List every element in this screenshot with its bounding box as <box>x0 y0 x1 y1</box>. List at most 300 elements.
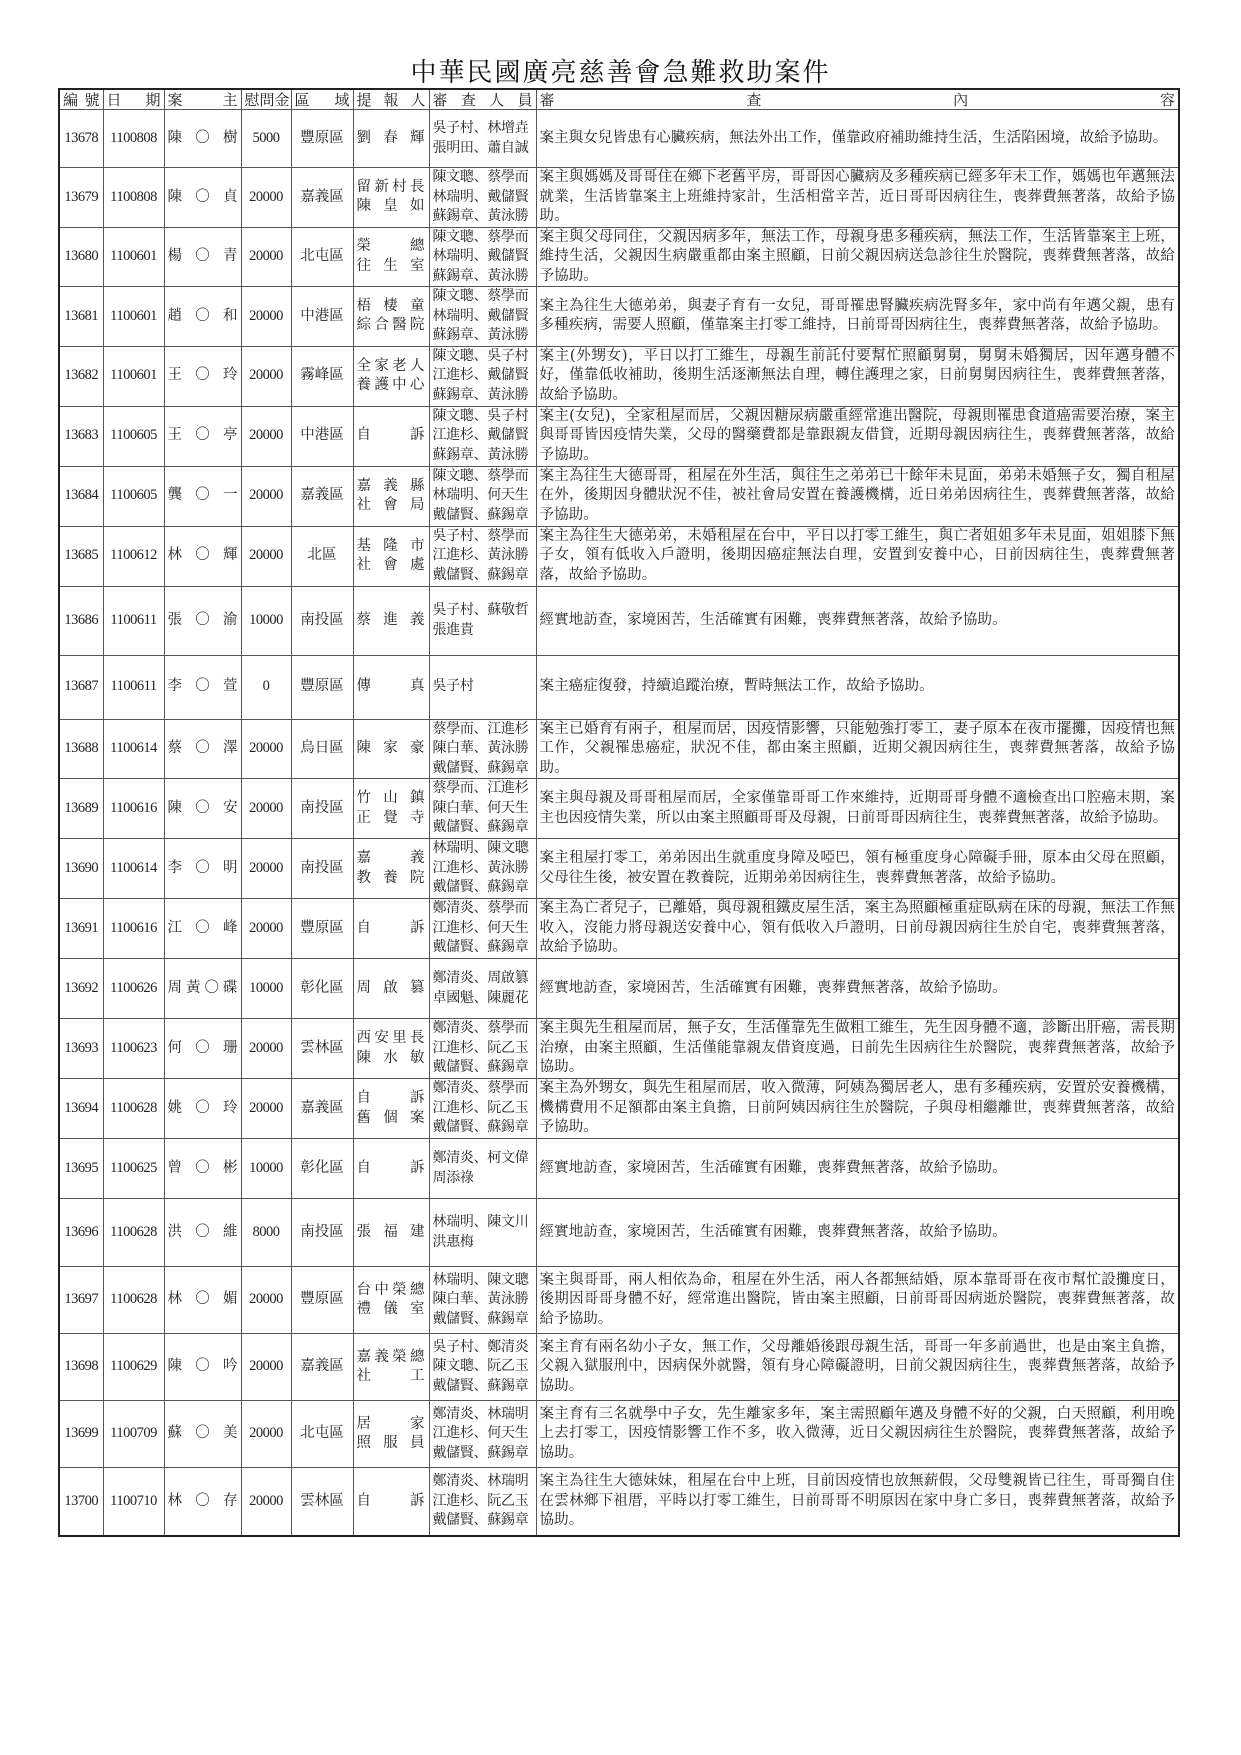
reviewer-line: 戴儲賢、蘇錫章 <box>432 1119 529 1136</box>
case-date: 1100612 <box>103 526 164 586</box>
reporter <box>353 1267 429 1334</box>
reviewer-line: 江進杉、何天生 <box>432 1425 529 1442</box>
case-id: 13691 <box>59 899 103 959</box>
reporter <box>353 586 429 655</box>
review-content: 案主為往生大德哥哥，租屋在外生活，與往生之弟弟已十餘年未見面，弟弟未婚無子女，獨自租屋在外，後期因身體狀況不佳，被社會局安置在養護機構，近日弟弟因病往生，喪葬費無著落，故給予協助。 <box>536 466 1179 526</box>
reviewers <box>429 1468 536 1536</box>
table-row <box>59 466 1179 526</box>
applicant-name: 周黃〇碟 <box>164 959 241 1019</box>
reporter-line: 蔡進義 <box>356 611 426 628</box>
reviewer-line: 陳文聰、蔡學而 <box>432 467 529 484</box>
reporter <box>353 346 429 406</box>
area: 中港區 <box>291 406 353 466</box>
reviewers <box>429 959 536 1019</box>
reviewer-line: 蘇錫章、黃泳勝 <box>432 267 529 284</box>
reviewer-line: 江進杉、何天生 <box>432 919 529 936</box>
case-id: 13683 <box>59 406 103 466</box>
applicant-name: 林〇媚 <box>164 1267 241 1334</box>
area: 豐原區 <box>291 1267 353 1334</box>
case-date: 1100601 <box>103 287 164 347</box>
area: 中港區 <box>291 287 353 347</box>
applicant-name: 陳〇安 <box>164 779 241 839</box>
reviewer-line: 吳子村、林增垚 <box>432 120 529 136</box>
reviewer-line: 陳白華、黃泳勝 <box>432 1291 529 1308</box>
reviewer-line: 吳子村、鄭清炎 <box>432 1338 529 1355</box>
reporter-line: 陳水敏 <box>356 1049 426 1066</box>
applicant-name: 李〇明 <box>164 839 241 899</box>
reviewer-line: 鄭清炎、林瑞明 <box>432 1473 529 1489</box>
table-row <box>59 287 1179 347</box>
reporter <box>353 466 429 526</box>
reporter-line: 基隆市 <box>356 537 426 554</box>
applicant-name: 江〇峰 <box>164 899 241 959</box>
reviewer-line: 吳子村、蔡學而 <box>432 527 529 544</box>
reporter-line: 留新村長 <box>356 178 426 195</box>
relief-amount: 20000 <box>241 899 291 959</box>
reporter <box>353 1139 429 1199</box>
reporter <box>353 719 429 779</box>
case-date: 1100709 <box>103 1401 164 1468</box>
relief-amount: 20000 <box>241 346 291 406</box>
reviewer-line: 林瑞明、戴儲賢 <box>432 188 529 205</box>
review-content: 案主與母親及哥哥租屋而居，全家僅靠哥哥工作來維持，近期哥哥身體不適檢查出口腔癌末期，案主也因疫情失業，所以由案主照顧哥哥及母親，日前哥哥因病往生，喪葬費無著落，故給予協助。 <box>536 779 1179 839</box>
reporter-line: 舊個案 <box>356 1109 426 1126</box>
reporter-line: 自 訴 <box>356 1090 426 1106</box>
reporter-line: 社 工 <box>356 1368 426 1384</box>
area: 烏日區 <box>291 719 353 779</box>
reviewers <box>429 899 536 959</box>
reviewer-line: 江進杉、阮乙玉 <box>432 1099 529 1116</box>
reviewers <box>429 839 536 899</box>
review-content: 案主與哥哥，兩人相依為命，租屋在外生活，兩人各都無結婚，原本靠哥哥在夜市幫忙設攤度日，後期因哥哥身體不好，經常進出醫院，皆由案主照顧，日前哥哥因病逝於醫院，喪葬費無著落，故給予協助。 <box>536 1267 1179 1334</box>
case-id: 13685 <box>59 526 103 586</box>
case-date: 1100629 <box>103 1334 164 1401</box>
relief-amount: 10000 <box>241 1139 291 1199</box>
reviewer-line: 鄭清炎、柯文偉 <box>432 1150 529 1166</box>
table-row <box>59 655 1179 719</box>
relief-amount: 20000 <box>241 526 291 586</box>
reviewer-line: 吳子村、蘇敬哲 <box>432 602 529 618</box>
review-content: 案主育有兩名幼小子女，無工作，父母離婚後跟母親生活，哥哥一年多前過世，也是由案主負擔，父親入獄服刑中，因病保外就醫，領有身心障礙證明，日前父親因病往生，喪葬費無著落，故給予協助。 <box>536 1334 1179 1401</box>
area: 霧峰區 <box>291 346 353 406</box>
reporter-line: 養護中心 <box>356 377 426 393</box>
reporter <box>353 1019 429 1079</box>
reviewer-line: 江進杉、戴儲賢 <box>432 367 529 384</box>
case-date: 1100628 <box>103 1267 164 1334</box>
reviewer-line: 蘇錫章、黃泳勝 <box>432 386 529 403</box>
case-id: 13687 <box>59 655 103 719</box>
reporter <box>353 1468 429 1536</box>
area: 南投區 <box>291 586 353 655</box>
review-content: 案主癌症復發，持續追蹤治療，暫時無法工作，故給予協助。 <box>536 655 1179 719</box>
reviewer-line: 鄭清炎、林瑞明 <box>432 1405 529 1422</box>
reviewer-line: 周添祿 <box>432 1169 474 1186</box>
review-content: 案主育有三名就學中子女，先生離家多年，案主需照顧年邁及身體不好的父親，白天照顧，利用晚上去打零工，因疫情影響工作不多，收入微薄，近日父親因病往生於醫院，喪葬費無著落，故給予協助。 <box>536 1401 1179 1468</box>
case-id: 13693 <box>59 1019 103 1079</box>
reviewer-line: 戴儲賢、蘇錫章 <box>432 1444 529 1461</box>
table-row <box>59 586 1179 655</box>
reporter <box>353 287 429 347</box>
relief-amount: 20000 <box>241 466 291 526</box>
reporter-line: 周啟篡 <box>356 979 426 996</box>
area: 豐原區 <box>291 899 353 959</box>
reviewer-line: 洪惠梅 <box>432 1233 474 1250</box>
reviewers <box>429 346 536 406</box>
relief-amount: 20000 <box>241 1079 291 1139</box>
case-id: 13679 <box>59 168 103 228</box>
relief-amount: 20000 <box>241 779 291 839</box>
reviewer-line: 戴儲賢、蘇錫章 <box>432 506 529 523</box>
review-content: 案主與先生租屋而居，無子女，生活僅靠先生做粗工維生，先生因身體不適，診斷出肝癌，需長期治療，由案主照顧，生活僅能靠親友借資度過，日前先生因病往生於醫院，喪葬費無著落，故給予協助。 <box>536 1019 1179 1079</box>
reviewer-line: 蘇錫章、黃泳勝 <box>432 327 529 343</box>
case-id: 13686 <box>59 586 103 655</box>
column-header-reporter: 提報人 <box>353 89 429 110</box>
reporter-line: 西安里長 <box>356 1030 426 1046</box>
reporter <box>353 168 429 228</box>
reviewer-line: 戴儲賢、蘇錫章 <box>432 939 529 956</box>
area: 彰化區 <box>291 959 353 1019</box>
reporter <box>353 227 429 287</box>
reviewer-line: 陳文聰、吳子村 <box>432 347 529 364</box>
area: 豐原區 <box>291 655 353 719</box>
case-date: 1100616 <box>103 899 164 959</box>
case-id: 13696 <box>59 1199 103 1267</box>
reporter-line: 梧棲童 <box>356 297 426 314</box>
column-header-applicant: 案 主 <box>164 89 241 110</box>
table-row <box>59 899 1179 959</box>
reviewer-line: 戴儲賢、蘇錫章 <box>432 1059 529 1076</box>
reporter-line: 張福建 <box>356 1223 426 1240</box>
case-date: 1100601 <box>103 346 164 406</box>
reporter <box>353 899 429 959</box>
reviewers <box>429 719 536 779</box>
relief-amount: 20000 <box>241 719 291 779</box>
reviewers <box>429 526 536 586</box>
reviewers <box>429 1139 536 1199</box>
table-row <box>59 1267 1179 1334</box>
relief-amount: 5000 <box>241 110 291 168</box>
case-id: 13698 <box>59 1334 103 1401</box>
reporter <box>353 1079 429 1139</box>
reporter-line: 劉春輝 <box>356 129 426 146</box>
case-id: 13681 <box>59 287 103 347</box>
reviewer-line: 蔡學而、江進杉 <box>432 780 529 797</box>
case-id: 13699 <box>59 1401 103 1468</box>
relief-amount: 20000 <box>241 1468 291 1536</box>
review-content: 經實地訪查，家境困苦，生活確實有困難，喪葬費無著落，故給予協助。 <box>536 1199 1179 1267</box>
reviewer-line: 江進杉、黃泳勝 <box>432 859 529 876</box>
case-date: 1100808 <box>103 168 164 228</box>
review-content: 案主為往生大德妹妹，租屋在台中上班，目前因疫情也放無薪假，父母雙親皆已往生，哥哥獨自住在雲林鄉下祖厝，平時以打零工維生，日前哥哥不明原因在家中身亡多日，喪葬費無著落，故給予協助。 <box>536 1468 1179 1536</box>
reporter <box>353 779 429 839</box>
table-row <box>59 959 1179 1019</box>
reporter-line: 台中榮總 <box>356 1281 426 1298</box>
table-row <box>59 110 1179 168</box>
applicant-name: 何〇珊 <box>164 1019 241 1079</box>
applicant-name: 張〇渝 <box>164 586 241 655</box>
reviewer-line: 林瑞明、戴儲賢 <box>432 248 529 264</box>
case-id: 13684 <box>59 466 103 526</box>
reporter-line: 社會處 <box>356 557 426 573</box>
review-content: 案主為外甥女，與先生租屋而居，收入微薄，阿姨為獨居老人，患有多種疾病，安置於安養機構，機構費用不足額都由案主負擔，日前阿姨因病往生於醫院，子與母相繼離世，喪葬費無著落，故給予協助。 <box>536 1079 1179 1139</box>
reviewer-line: 陳文聰、吳子村 <box>432 407 529 424</box>
reporter-line: 嘉 義 <box>356 850 426 866</box>
reviewers <box>429 586 536 655</box>
case-id: 13678 <box>59 110 103 168</box>
reviewer-line: 陳文聰、蔡學而 <box>432 288 529 304</box>
case-id: 13689 <box>59 779 103 839</box>
reporter <box>353 1401 429 1468</box>
case-date: 1100628 <box>103 1079 164 1139</box>
table-row <box>59 406 1179 466</box>
reviewer-line: 江進杉、戴儲賢 <box>432 427 529 444</box>
area: 北屯區 <box>291 1401 353 1468</box>
document-title: 中華民國廣亮慈善會急難救助案件 <box>410 58 831 88</box>
case-date: 1100626 <box>103 959 164 1019</box>
applicant-name: 陳〇吟 <box>164 1334 241 1401</box>
case-id: 13680 <box>59 227 103 287</box>
reporter <box>353 1199 429 1267</box>
table-row <box>59 1199 1179 1267</box>
reviewer-line: 蔡學而、江進杉 <box>432 720 529 737</box>
applicant-name: 陳〇貞 <box>164 168 241 228</box>
review-content: 經實地訪查，家境困苦，生活確實有困難，喪葬費無著落，故給予協助。 <box>536 1139 1179 1199</box>
table-row <box>59 1139 1179 1199</box>
reviewer-line: 林瑞明、何天生 <box>432 487 529 504</box>
case-id: 13695 <box>59 1139 103 1199</box>
reporter-line: 竹山鎮 <box>356 790 426 806</box>
table-row <box>59 1079 1179 1139</box>
reviewer-line: 林瑞明、陳文聰 <box>432 1271 529 1288</box>
column-header-area: 區 域 <box>291 89 353 110</box>
area: 南投區 <box>291 779 353 839</box>
case-date: 1100616 <box>103 779 164 839</box>
applicant-name: 陳〇樹 <box>164 110 241 168</box>
reviewer-line: 陳白華、黃泳勝 <box>432 740 529 756</box>
reviewer-line: 蘇錫章、黃泳勝 <box>432 208 529 224</box>
review-content: 案主為亡者兒子，已離婚，與母親租鐵皮屋生活，案主為照顧極重症臥病在床的母親，無法工作無收入，沒能力將母親送安養中心，領有低收入戶證明，日前母親因病往生於自宅，喪葬費無著落，故給予協助。 <box>536 899 1179 959</box>
reporter <box>353 959 429 1019</box>
reporter-line: 正覺寺 <box>356 809 426 826</box>
table-row <box>59 1334 1179 1401</box>
column-header-id: 編號 <box>59 89 103 110</box>
review-content: 經實地訪查，家境困苦，生活確實有困難，喪葬費無著落，故給予協助。 <box>536 586 1179 655</box>
case-id: 13697 <box>59 1267 103 1334</box>
case-id: 13700 <box>59 1468 103 1536</box>
applicant-name: 林〇存 <box>164 1468 241 1536</box>
table-row <box>59 1468 1179 1536</box>
reviewer-line: 江進杉、阮乙玉 <box>432 1039 529 1056</box>
review-content: 案主為往生大德弟弟，與妻子育有一女兒，哥哥罹患腎臟疾病洗腎多年，家中尚有年邁父親，患有多種疾病，需要人照顧，僅靠案主打零工維持，日前哥哥因病往生，喪葬費無著落，故給予協助。 <box>536 287 1179 347</box>
column-header-reviewers: 審查人員 <box>429 89 536 110</box>
case-date: 1100611 <box>103 655 164 719</box>
reporter-line: 自 訴 <box>356 919 426 936</box>
case-date: 1100611 <box>103 586 164 655</box>
case-date: 1100808 <box>103 110 164 168</box>
reviewer-line: 張明田、蕭自誠 <box>432 139 529 156</box>
case-id: 13692 <box>59 959 103 1019</box>
reporter-line: 嘉義縣 <box>356 477 426 494</box>
relief-amount: 20000 <box>241 1019 291 1079</box>
review-content: 案主與媽媽及哥哥住在鄉下老舊平房，哥哥因心臟病及多種疾病已經多年未工作，媽媽也年邁無法就業，生活皆靠案主上班維持家計，生活相當辛苦，近日哥哥因病往生，喪葬費無著落，故給予協助。 <box>536 168 1179 228</box>
applicant-name: 洪〇維 <box>164 1199 241 1267</box>
reviewer-line: 林瑞明、陳文川 <box>432 1214 529 1230</box>
relief-cases-table <box>58 88 1180 1537</box>
reporter-line: 全家老人 <box>356 357 426 374</box>
reviewers <box>429 1401 536 1468</box>
reviewers <box>429 1267 536 1334</box>
reviewer-line: 戴儲賢、蘇錫章 <box>432 1377 529 1394</box>
reporter-line: 自 訴 <box>356 427 426 444</box>
reporter-line: 社會局 <box>356 497 426 513</box>
reviewers <box>429 1019 536 1079</box>
applicant-name: 楊〇青 <box>164 227 241 287</box>
relief-amount: 20000 <box>241 287 291 347</box>
reviewers <box>429 1334 536 1401</box>
table-row <box>59 1401 1179 1468</box>
reviewers <box>429 466 536 526</box>
reviewers <box>429 779 536 839</box>
case-date: 1100614 <box>103 839 164 899</box>
area: 北區 <box>291 526 353 586</box>
reporter-line: 嘉義榮總 <box>356 1348 426 1365</box>
reviewers <box>429 110 536 168</box>
relief-amount: 20000 <box>241 406 291 466</box>
reporter-line: 陳家豪 <box>356 740 426 756</box>
applicant-name: 龔〇一 <box>164 466 241 526</box>
area: 南投區 <box>291 839 353 899</box>
reviewer-line: 戴儲賢、蘇錫章 <box>432 759 529 776</box>
review-content: 案主與父母同住，父親因病多年，無法工作，母親身患多種疾病，無法工作，生活皆靠案主上班，維持生活，父親因生病嚴重都由案主照顧，日前父親因病送急診往生於醫院，喪葬費無著落，故給予協助。 <box>536 227 1179 287</box>
case-id: 13682 <box>59 346 103 406</box>
reporter-line: 傳 真 <box>356 678 426 695</box>
table-row <box>59 779 1179 839</box>
area: 北屯區 <box>291 227 353 287</box>
reviewer-line: 戴儲賢、蘇錫章 <box>432 879 529 896</box>
reviewer-line: 江進杉、黃泳勝 <box>432 547 529 564</box>
column-header-content: 審 查 內 容 <box>536 89 1179 110</box>
reporter <box>353 526 429 586</box>
case-date: 1100614 <box>103 719 164 779</box>
reviewer-line: 陳文聰、阮乙玉 <box>432 1358 529 1375</box>
applicant-name: 蘇〇美 <box>164 1401 241 1468</box>
applicant-name: 王〇玲 <box>164 346 241 406</box>
table-row <box>59 346 1179 406</box>
applicant-name: 趙〇和 <box>164 287 241 347</box>
reporter-line: 往生室 <box>356 257 426 274</box>
reporter <box>353 406 429 466</box>
applicant-name: 姚〇玲 <box>164 1079 241 1139</box>
relief-amount: 20000 <box>241 227 291 287</box>
table-row <box>59 526 1179 586</box>
table-row <box>59 719 1179 779</box>
reviewers <box>429 1199 536 1267</box>
area: 雲林區 <box>291 1019 353 1079</box>
reviewer-line: 蘇錫章、黃泳勝 <box>432 446 529 463</box>
relief-amount: 20000 <box>241 1267 291 1334</box>
reviewer-line: 吳子村 <box>432 678 474 695</box>
reviewer-line: 林瑞明、戴儲賢 <box>432 307 529 324</box>
reviewers <box>429 168 536 228</box>
area: 豐原區 <box>291 110 353 168</box>
review-content: 案主與女兒皆患有心臟疾病，無法外出工作，僅靠政府補助維持生活，生活陷困境，故給予協助。 <box>536 110 1179 168</box>
case-id: 13688 <box>59 719 103 779</box>
reviewer-line: 卓國魁、陳麗花 <box>432 989 529 1006</box>
case-date: 1100710 <box>103 1468 164 1536</box>
reporter-line: 榮 總 <box>356 238 426 255</box>
reviewers <box>429 287 536 347</box>
column-header-amount: 慰問金 <box>241 89 291 110</box>
relief-amount: 10000 <box>241 959 291 1019</box>
applicant-name: 蔡〇澤 <box>164 719 241 779</box>
reviewer-line: 鄭清炎、周啟篡 <box>432 970 529 986</box>
applicant-name: 林〇輝 <box>164 526 241 586</box>
relief-amount: 0 <box>241 655 291 719</box>
area: 彰化區 <box>291 1139 353 1199</box>
area: 嘉義區 <box>291 168 353 228</box>
reporter-line: 自 訴 <box>356 1492 426 1509</box>
applicant-name: 王〇亭 <box>164 406 241 466</box>
relief-amount: 20000 <box>241 1401 291 1468</box>
review-content: 案主租屋打零工，弟弟因出生就重度身障及啞巴，領有極重度身心障礙手冊，原本由父母在照顧，父母往生後，被安置在教養院，近期弟弟因病往生，喪葬費無著落，故給予協助。 <box>536 839 1179 899</box>
case-date: 1100623 <box>103 1019 164 1079</box>
table-row <box>59 227 1179 287</box>
reviewer-line: 張進貴 <box>432 621 474 638</box>
table-row <box>59 1019 1179 1079</box>
reviewer-line: 鄭清炎、蔡學而 <box>432 1080 529 1097</box>
relief-amount: 20000 <box>241 168 291 228</box>
case-date: 1100628 <box>103 1199 164 1267</box>
case-id: 13694 <box>59 1079 103 1139</box>
reporter-line: 禮儀室 <box>356 1301 426 1317</box>
reviewers <box>429 655 536 719</box>
reporter <box>353 110 429 168</box>
reviewer-line: 林瑞明、陳文聰 <box>432 840 529 857</box>
case-date: 1100605 <box>103 406 164 466</box>
review-content: 案主為往生大德弟弟，未婚租屋在台中，平日以打零工維生，與亡者姐姐多年未見面，姐姐膝下無子女，領有低收入戶證明，後期因癌症無法自理，安置到安養中心，日前因病往生，喪葬費無著落，故給予協助。 <box>536 526 1179 586</box>
reviewer-line: 戴儲賢、蘇錫章 <box>432 1512 529 1528</box>
reporter-line: 教養院 <box>356 869 426 886</box>
table-row <box>59 168 1179 228</box>
reviewer-line: 江進杉、阮乙玉 <box>432 1492 529 1509</box>
table-header-row <box>59 89 1179 110</box>
reviewer-line: 戴儲賢、蘇錫章 <box>432 566 529 583</box>
review-content: 案主(外甥女)，平日以打工維生，母親生前託付要幫忙照顧舅舅，舅舅未婚獨居，因年邁身體不好，僅靠低收補助，後期生活逐漸無法自理，轉住護理之家，日前舅舅因病往生，喪葬費無著落，故給予協助。 <box>536 346 1179 406</box>
reporter-line: 自 訴 <box>356 1159 426 1176</box>
reviewers <box>429 227 536 287</box>
area: 雲林區 <box>291 1468 353 1536</box>
review-content: 案主(女兒)，全家租屋而居，父親因糖尿病嚴重經常進出醫院，母親則罹患食道癌需要治療，案主與哥哥皆因疫情失業，父母的醫藥費都是靠跟親友借貸，近期母親因病往生，喪葬費無著落，故給予協助。 <box>536 406 1179 466</box>
table-body <box>59 110 1179 1536</box>
reporter-line: 居 家 <box>356 1415 426 1432</box>
reviewer-line: 鄭清炎、蔡學而 <box>432 1020 529 1037</box>
relief-amount: 20000 <box>241 1334 291 1401</box>
reporter <box>353 655 429 719</box>
column-header-date: 日 期 <box>103 89 164 110</box>
area: 嘉義區 <box>291 466 353 526</box>
reviewer-line: 陳白華、何天生 <box>432 799 529 816</box>
applicant-name: 李〇萱 <box>164 655 241 719</box>
case-id: 13690 <box>59 839 103 899</box>
relief-amount: 8000 <box>241 1199 291 1267</box>
case-date: 1100601 <box>103 227 164 287</box>
area: 嘉義區 <box>291 1079 353 1139</box>
reporter <box>353 1334 429 1401</box>
case-date: 1100605 <box>103 466 164 526</box>
relief-amount: 20000 <box>241 839 291 899</box>
reviewer-line: 陳文聰、蔡學而 <box>432 228 529 245</box>
reporter <box>353 839 429 899</box>
